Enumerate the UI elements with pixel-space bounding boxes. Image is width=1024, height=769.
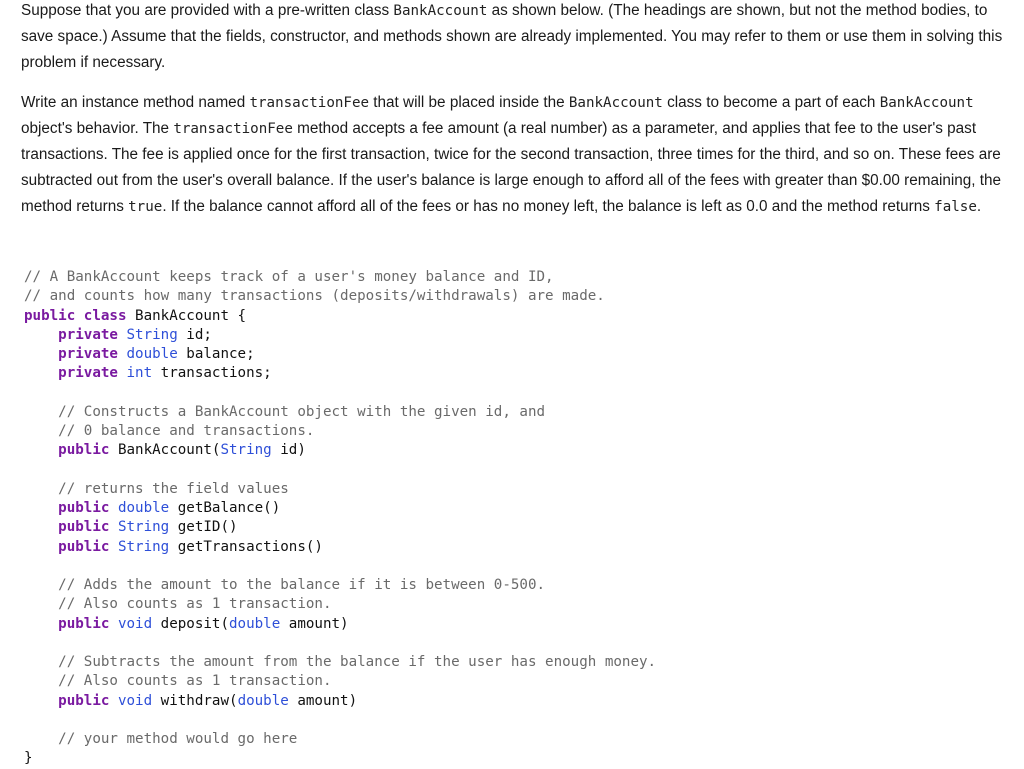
code-token-plain: getTransactions() bbox=[169, 538, 323, 555]
task-text-5: method accepts a fee amount (a real number) as a parameter, and applies that fee to the user's past transactions. The fee is applied once for the first transaction, twice for the second transaction, three times for the third, and so on. These fees are subtracted out from the user's overall balance. If the user's balance is large enough to afford all of the fees with greater than $0.00 remaining, the method returns bbox=[21, 120, 1002, 215]
task-text-2: that will be placed inside the bbox=[369, 94, 569, 111]
code-token-type: double bbox=[229, 615, 281, 632]
code-token-comment: // Constructs a BankAccount object with the given id, and bbox=[58, 403, 546, 420]
code-token-plain bbox=[24, 365, 58, 381]
code-line bbox=[24, 634, 656, 653]
code-line bbox=[24, 653, 656, 672]
task-text-4: object's behavior. The bbox=[21, 120, 174, 137]
code-token-comment: // A BankAccount keeps track of a user's money balance and ID, bbox=[24, 269, 554, 285]
code-line bbox=[24, 595, 656, 614]
code-line bbox=[24, 692, 656, 711]
code-token-plain: balance; bbox=[177, 346, 255, 362]
code-token-plain bbox=[24, 673, 58, 689]
code-line bbox=[24, 538, 656, 557]
task-text-1: Write an instance method named bbox=[21, 94, 250, 111]
code-token-plain: deposit( bbox=[152, 615, 230, 632]
code-token-kw: public bbox=[58, 519, 118, 536]
code-line bbox=[24, 576, 656, 595]
code-token-plain bbox=[24, 577, 58, 593]
code-token-plain bbox=[24, 539, 58, 555]
code-line bbox=[24, 615, 656, 634]
code-line bbox=[24, 499, 656, 518]
class-name-inline: BankAccount bbox=[568, 95, 663, 111]
code-block bbox=[24, 268, 656, 769]
code-token-comment: // Adds the amount to the balance if it is between 0-500. bbox=[58, 577, 546, 593]
code-line bbox=[24, 326, 656, 345]
code-token-plain: id; bbox=[177, 326, 212, 343]
code-token-kw: public bbox=[58, 442, 118, 459]
code-token-type: String bbox=[117, 538, 170, 555]
code-token-comment: // Also counts as 1 transaction. bbox=[58, 673, 332, 690]
code-token-plain bbox=[24, 616, 58, 632]
task-text-3: class to become a part of each bbox=[662, 94, 880, 111]
code-token-type: double bbox=[117, 500, 170, 516]
code-token-type: void bbox=[117, 692, 153, 709]
code-token-kw: private bbox=[58, 365, 127, 382]
code-token-comment: // and counts how many transactions (deposits/withdrawals) are made. bbox=[24, 288, 605, 305]
code-line bbox=[24, 268, 656, 287]
code-token-bold: BankAccount bbox=[135, 307, 230, 324]
code-token-type: double bbox=[126, 346, 178, 362]
code-token-type: int bbox=[126, 365, 153, 382]
code-token-comment: // Subtracts the amount from the balance if the user has enough money. bbox=[58, 654, 657, 670]
code-line bbox=[24, 711, 656, 730]
code-token-type: String bbox=[126, 326, 178, 343]
code-token-kw: public bbox=[58, 500, 118, 516]
code-token-plain bbox=[24, 404, 58, 420]
code-token-kw: private bbox=[58, 346, 127, 362]
code-token-plain: amount) bbox=[288, 692, 358, 709]
code-token-type: String bbox=[220, 442, 272, 459]
code-line bbox=[24, 749, 656, 768]
task-text-7: . bbox=[976, 198, 982, 215]
code-token-type: String bbox=[117, 519, 170, 536]
code-line bbox=[24, 345, 656, 364]
code-line bbox=[24, 307, 656, 326]
code-line bbox=[24, 384, 656, 403]
method-name-inline: transactionFee bbox=[249, 95, 370, 111]
intro-text-2: as shown below. (The headings are shown, but not the method bodies, to save space.) Assume that the fields, constructor, and methods shown are already implemented. You may refer to them or use them in solving this problem if necessary. bbox=[21, 2, 1003, 71]
intro-paragraph bbox=[21, 0, 1019, 76]
code-token-plain bbox=[24, 327, 58, 343]
code-token-comment: // Also counts as 1 transaction. bbox=[58, 596, 332, 613]
code-line bbox=[24, 480, 656, 499]
code-token-kw: public bbox=[58, 615, 118, 632]
code-token-plain: } bbox=[24, 750, 33, 767]
code-line bbox=[24, 557, 656, 576]
code-token-plain bbox=[24, 731, 58, 747]
class-name-inline: BankAccount bbox=[393, 3, 488, 19]
code-token-plain bbox=[24, 519, 58, 535]
code-token-plain bbox=[24, 442, 58, 458]
task-text-6: . If the balance cannot afford all of the fees or has no money left, the balance is left as 0.0 and the method returns bbox=[162, 198, 935, 215]
code-token-comment: // 0 balance and transactions. bbox=[58, 423, 315, 439]
code-token-plain: amount) bbox=[280, 615, 349, 632]
code-token-plain: getID() bbox=[169, 519, 238, 536]
false-literal-inline: false bbox=[934, 199, 977, 215]
code-token-kw: public bbox=[58, 692, 118, 709]
code-line bbox=[24, 403, 656, 422]
task-paragraph bbox=[21, 90, 1021, 220]
code-token-plain: withdraw( bbox=[152, 692, 238, 709]
class-name-inline: BankAccount bbox=[879, 95, 974, 111]
code-token-plain: BankAccount( bbox=[117, 442, 221, 459]
code-token-plain: { bbox=[229, 307, 247, 324]
code-token-plain bbox=[24, 423, 58, 439]
code-token-plain: transactions; bbox=[152, 365, 272, 382]
code-token-type: double bbox=[237, 692, 289, 709]
intro-text-1: Suppose that you are provided with a pre-written class bbox=[21, 2, 394, 19]
code-token-plain bbox=[24, 693, 58, 709]
code-token-plain bbox=[24, 346, 58, 362]
code-line bbox=[24, 287, 656, 306]
code-token-kw: private bbox=[58, 326, 127, 343]
code-line bbox=[24, 672, 656, 691]
method-name-inline: transactionFee bbox=[173, 121, 293, 137]
code-token-plain: id) bbox=[271, 442, 306, 459]
code-token-plain bbox=[24, 596, 58, 612]
code-token-plain bbox=[24, 500, 58, 516]
code-token-comment: // returns the field values bbox=[58, 480, 289, 497]
code-token-plain bbox=[24, 654, 58, 670]
code-token-kw: public class bbox=[24, 307, 136, 324]
true-literal-inline: true bbox=[128, 199, 163, 215]
code-token-comment: // your method would go here bbox=[58, 731, 298, 747]
code-line bbox=[24, 422, 656, 441]
code-token-type: void bbox=[117, 615, 153, 632]
code-line bbox=[24, 461, 656, 480]
code-line bbox=[24, 518, 656, 537]
code-token-plain: getBalance() bbox=[169, 500, 281, 516]
code-line bbox=[24, 730, 656, 749]
code-line bbox=[24, 364, 656, 383]
code-line bbox=[24, 441, 656, 460]
code-token-plain bbox=[24, 481, 58, 497]
code-token-kw: public bbox=[58, 538, 118, 555]
